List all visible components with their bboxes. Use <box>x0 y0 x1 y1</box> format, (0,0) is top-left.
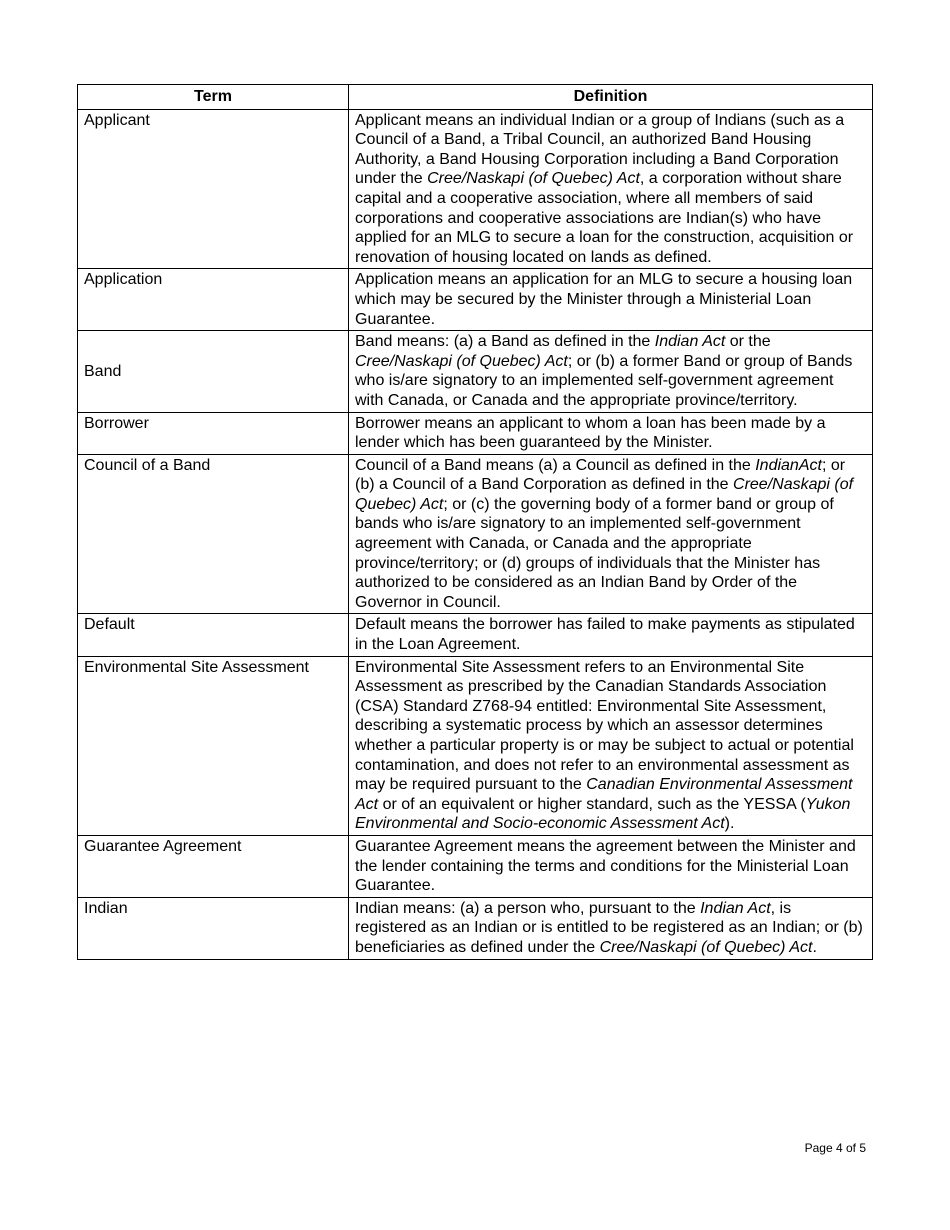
term-cell: Default <box>78 614 349 656</box>
definition-text: ; or (b) a Council of a Band Corporation as defined in the <box>355 456 846 494</box>
term-cell: Borrower <box>78 412 349 454</box>
definition-cell <box>349 109 873 269</box>
definition-italic-text: Cree/Naskapi (of Quebec) Act <box>355 476 854 513</box>
definition-italic-text: IndianAct <box>755 456 822 474</box>
definition-text: , a corporation without share capital and a cooperative association, where all members of said corporations and cooperative associations are Indian(s) who have applied for an MLG to secure a loan for the construction, acquisition or renovation of housing located on lands as defined. <box>355 170 854 266</box>
definition-cell <box>349 835 873 897</box>
definition-text: ; or (c) the governing body of a former band or group of bands who is/are signatory to an implemented self-government agreement with Canada, or Canada and the appropriate province/territory; or (d) groups of individuals that the Minister has authorized to be considered as an Indian Band by Order of the Governor in Council. <box>355 495 834 611</box>
definition-text: Applicant means an individual Indian or a group of Indians (such as a Council of a Band, a Tribal Council, an authorized Band Housing Authority, a Band Housing Corporation including a Band Corporation under the <box>355 111 845 188</box>
table-header-row <box>78 85 873 110</box>
definition-cell <box>349 656 873 835</box>
page-number: Page 4 of 5 <box>804 1141 866 1155</box>
definition-text: or of an equivalent or higher standard, such as the YESSA ( <box>378 795 806 813</box>
definition-text: ; or (b) a former Band or group of Bands who is/are signatory to an implemented self-government agreement with Canada, or Canada and the appropriate province/territory. <box>355 352 853 409</box>
definition-cell <box>349 412 873 454</box>
term-cell: Applicant <box>78 109 349 269</box>
definition-text: Application means an application for an MLG to secure a housing loan which may be secured by the Minister through a Ministerial Loan Guarantee. <box>355 271 853 328</box>
definition-text: Guarantee Agreement means the agreement between the Minister and the lender containing the terms and conditions for the Ministerial Loan Guarantee. <box>355 837 856 895</box>
definition-italic-text: Cree/Naskapi (of Quebec) Act <box>427 170 640 188</box>
definition-cell <box>349 454 873 614</box>
term-cell: Environmental Site Assessment <box>78 656 349 835</box>
definition-text: Borrower means an applicant to whom a loan has been made by a lender which has been guaranteed by the Minister. <box>355 414 826 452</box>
definition-column-header: Definition <box>349 85 873 110</box>
definition-italic-text: Cree/Naskapi (of Quebec) Act <box>355 352 568 370</box>
term-cell: Indian <box>78 897 349 959</box>
definition-text: Council of a Band means (a) a Council as defined in the <box>355 456 756 474</box>
table-row <box>78 109 873 269</box>
definition-cell <box>349 614 873 656</box>
definition-cell <box>349 331 873 412</box>
table-row <box>78 614 873 656</box>
definition-text: Default means the borrower has failed to make payments as stipulated in the Loan Agreement. <box>355 616 855 654</box>
definition-text: Band means: (a) a Band as defined in the <box>355 333 655 351</box>
table-row <box>78 835 873 897</box>
table-row <box>78 454 873 614</box>
term-cell: Application <box>78 269 349 331</box>
definitions-table <box>77 84 873 960</box>
table-row <box>78 656 873 835</box>
definition-italic-text: Indian Act <box>700 899 771 917</box>
definition-italic-text: Cree/Naskapi (of Quebec) Act <box>599 938 813 956</box>
table-row <box>78 331 873 412</box>
table-row <box>78 269 873 331</box>
definition-text: . <box>812 938 817 956</box>
term-cell: Guarantee Agreement <box>78 835 349 897</box>
definition-text: Environmental Site Assessment refers to an Environmental Site Assessment as prescribed by the Canadian Standards Association (CSA) Standard Z768-94 entitled: Environmental Site Assessment, describing a systematic process by which an assessor determines whether a particular property is or may be subject to actual or potential contamination, and does not refer to an environmental assessment as may be required pursuant to the <box>355 658 854 794</box>
term-cell: Council of a Band <box>78 454 349 614</box>
term-column-header: Term <box>78 85 349 110</box>
table-row <box>78 897 873 959</box>
definition-text: Indian means: (a) a person who, pursuant to the <box>355 899 701 917</box>
definition-cell <box>349 269 873 331</box>
definition-text: , is registered as an Indian or is entitled to be registered as an Indian; or (b) beneficiaries as defined under the <box>355 899 863 956</box>
definition-italic-text: Canadian Environmental Assessment Act <box>355 776 853 813</box>
definition-cell <box>349 897 873 959</box>
table-row <box>78 412 873 454</box>
definition-text: or the <box>725 333 771 351</box>
definition-italic-text: Indian Act <box>654 333 726 351</box>
term-cell: Band <box>78 331 349 412</box>
definition-italic-text: Yukon Environmental and Socio-economic Assessment Act <box>355 795 851 833</box>
definition-text: ). <box>724 815 735 833</box>
definitions-table-body <box>78 109 873 959</box>
